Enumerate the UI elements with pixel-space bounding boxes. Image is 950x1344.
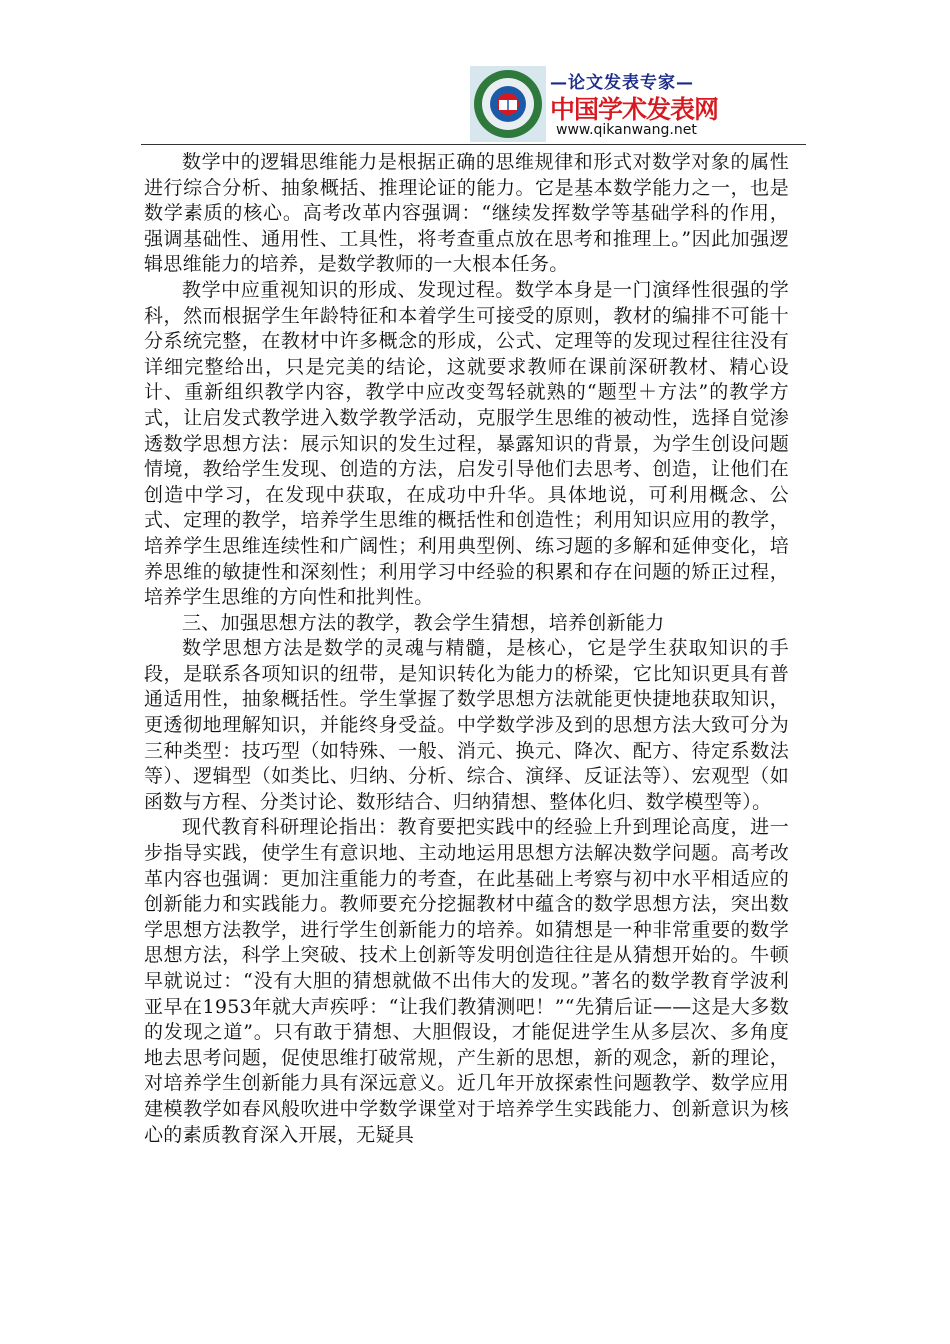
body-paragraph: 数学思想方法是数学的灵魂与精髓，是核心，它是学生获取知识的手段，是联系各项知识的纽带，是知识转化为能力的桥梁，它比知识更具有普通适用性，抽象概括性。学生掌握了数学思想方法就能更快捷地获取知识，更透彻地理解知识，并能终身受益。中学数学涉及到的思想方法大致可分为三种类型：技巧型（如特殊、一般、消元、换元、降次、配方、待定系数法等）、逻辑型（如类比、归纳、分析、综合、演绎、反证法等）、宏观型（如函数与方程、分类讨论、数形结合、归纳猜想、整体化归、数学模型等）。 [144,637,789,813]
logo-site-name: 中国学术发表网 [550,95,719,124]
logo-seal-icon [470,66,546,142]
body-paragraph: 教学中应重视知识的形成、发现过程。数学本身是一门演绎性很强的学科，然而根据学生年龄特征和本着学生可接受的原则，教材的编排不可能十分系统完整，在教材中许多概念的形成，公式、定理等的发现过程往往没有详细完整给出，只是完美的结论，这就要求教师在课前深研教材、精心设计、重新组织教学内容，教学中应改变驾轻就熟的“题型＋方法”的教学方式，让启发式教学进入数学教学活动，克服学生思维的被动性，选择自觉渗透数学思想方法：展示知识的发生过程，暴露知识的背景，为学生创设问题情境，教给学生发现、创造的方法，启发引导他们去思考、创造，让他们在创造中学习，在发现中获取，在成功中升华。具体地说，可利用概念、公式、定理的教学，培养学生思维的概括性和创造性；利用知识应用的教学，培养学生思维连续性和广阔性；利用典型例、练习题的多解和延伸变化，培养思维的敏捷性和深刻性；利用学习中经验的积累和存在问题的矫正过程，培养学生思维的方向性和批判性。 [144,278,789,609]
document-body [144,150,789,1148]
body-paragraph: 数学中的逻辑思维能力是根据正确的思维规律和形式对数学对象的属性进行综合分析、抽象概括、推理论证的能力。它是基本数学能力之一，也是数学素质的核心。高考改革内容强调：“继续发挥数学等基础学科的作用，强调基础性、通用性、工具性，将考查重点放在思考和推理上。”因此加强逻辑思维能力的培养，是数学教师的一大根本任务。 [144,151,789,276]
body-paragraph: 现代教育科研理论指出：教育要把实践中的经验上升到理论高度，进一步指导实践，使学生有意识地、主动地运用思想方法解决数学问题。高考改革内容也强调：更加注重能力的考查，在此基础上考察与初中水平相适应的创新能力和实践能力。教师要充分挖掘教材中蕴含的数学思想方法，突出数学思想方法教学，进行学生创新能力的培养。如猜想是一种非常重要的数学思想方法，科学上突破、技术上创新等发明创造往往是从猜想开始的。牛顿早就说过：“没有大胆的猜想就做不出伟大的发现。”著名的数学教育学波利亚早在1953年就大声疾呼：“让我们教猜测吧！”“先猜后证——这是大多数的发现之道”。只有敢于猜想、大胆假设，才能促进学生从多层次、多角度地去思考问题，促使思维打破常规，产生新的思想，新的观念，新的理论，对培养学生创新能力具有深远意义。近几年开放探索性问题教学、数学应用建模教学如春风般吹进中学数学课堂对于培养学生实践能力、创新意识为核心的素质教育深入开展，无疑具 [144,816,789,1146]
header-divider [141,144,806,145]
section-heading: 三、加强思想方法的教学，教会学生猜想，培养创新能力 [182,611,665,634]
logo-url: www.qikanwang.net [556,122,697,138]
site-logo-header [470,66,719,142]
logo-slogan: —论文发表专家— [550,73,694,93]
